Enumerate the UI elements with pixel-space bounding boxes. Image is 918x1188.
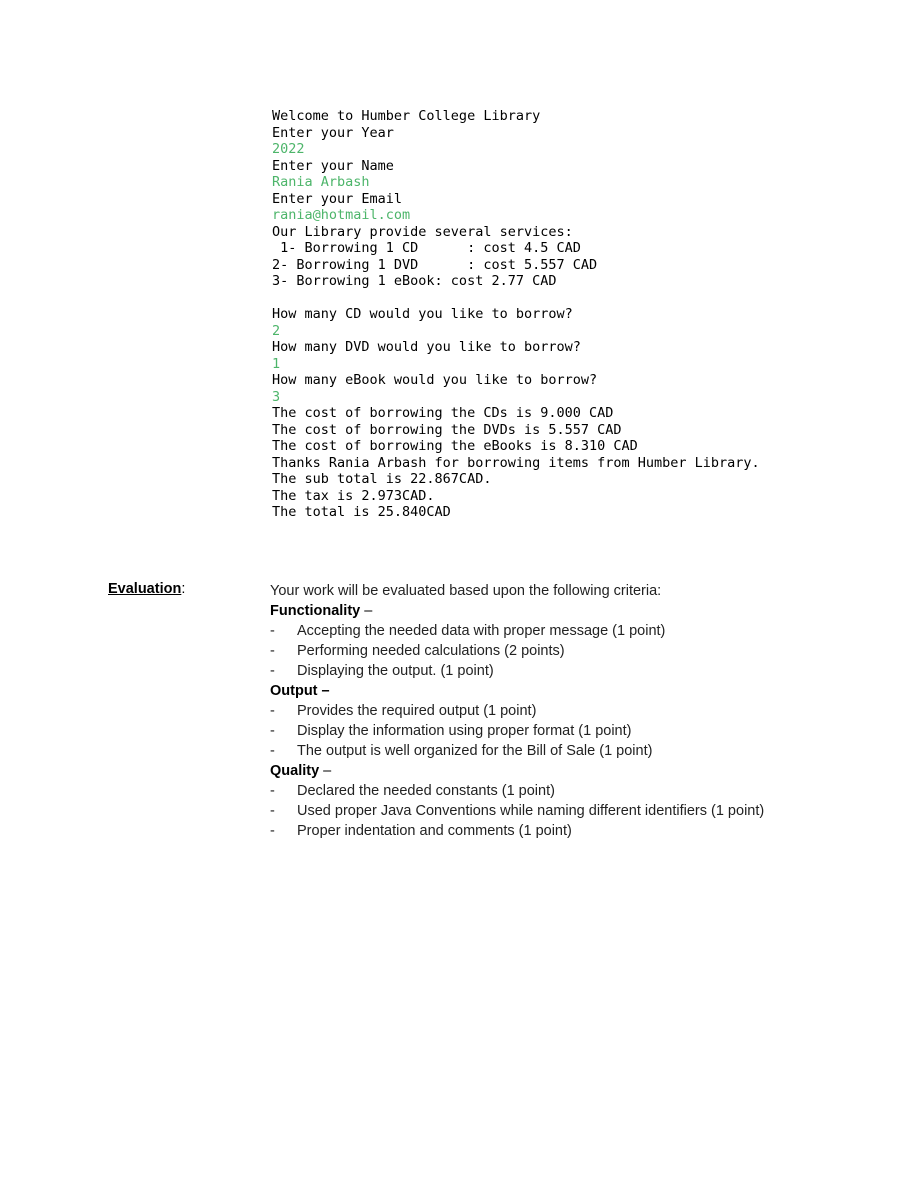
console-blank-line (272, 290, 892, 307)
console-input-line: 2 (272, 322, 281, 339)
bullet-dash: - (270, 643, 275, 659)
console-output-line: The total is 25.840CAD (272, 504, 451, 520)
bullet-dash: - (270, 723, 275, 739)
criteria-item-text: Provides the required output (1 point) (297, 703, 537, 719)
criteria-section-title (270, 761, 870, 781)
criteria-item (270, 701, 870, 721)
console-output-line: Thanks Rania Arbash for borrowing items from Humber Library. (272, 454, 760, 471)
console-input-line: rania@hotmail.com (272, 207, 411, 223)
console-input-line: 3 (272, 388, 281, 405)
console-output-line: The cost of borrowing the eBooks is 8.310 CAD (272, 438, 638, 454)
evaluation-label (108, 581, 185, 597)
console-output-line: The sub total is 22.867CAD. (272, 471, 492, 487)
bullet-dash: - (270, 623, 275, 639)
evaluation-intro: Your work will be evaluated based upon the following criteria: (270, 583, 662, 599)
criteria-section-name: Quality (270, 763, 320, 779)
console-input-line: 2022 (272, 141, 305, 157)
console-input-line: 1 (272, 355, 281, 372)
bullet-dash: - (270, 803, 275, 819)
criteria-list (270, 701, 870, 761)
criteria-item-text: Display the information using proper format (1 point) (297, 723, 632, 739)
criteria-item (270, 801, 870, 821)
criteria-item (270, 661, 870, 681)
console-output-line: Enter your Year (272, 124, 394, 141)
criteria-section-name: Functionality (270, 603, 361, 619)
console-output-line: The cost of borrowing the CDs is 9.000 CAD (272, 405, 614, 421)
criteria-section-name: Output – (270, 683, 330, 699)
console-output-line: The tax is 2.973CAD. (272, 487, 435, 504)
console-output-line: How many eBook would you like to borrow? (272, 372, 598, 388)
criteria-list (270, 621, 870, 681)
console-output (272, 108, 892, 521)
bullet-dash: - (270, 783, 275, 799)
criteria-item (270, 741, 870, 761)
criteria-item-text: Accepting the needed data with proper message (1 point) (297, 623, 666, 639)
criteria-item-text: Displaying the output. (1 point) (297, 663, 494, 679)
console-output-line: How many DVD would you like to borrow? (272, 339, 581, 355)
criteria-section-suffix: – (319, 763, 332, 779)
console-output-line: Enter your Email (272, 190, 403, 207)
criteria-item-text: Proper indentation and comments (1 point) (297, 823, 572, 839)
criteria-item-text: Performing needed calculations (2 points) (297, 643, 565, 659)
evaluation-criteria (270, 581, 870, 841)
console-output-line: 1- Borrowing 1 CD : cost 4.5 CAD (272, 240, 581, 256)
criteria-item (270, 821, 870, 841)
console-output-line: Enter your Name (272, 157, 394, 174)
criteria-item (270, 621, 870, 641)
console-input-line: Rania Arbash (272, 174, 370, 190)
bullet-dash: - (270, 743, 275, 759)
criteria-section-title (270, 601, 870, 621)
criteria-item (270, 641, 870, 661)
evaluation-colon: : (181, 581, 186, 597)
console-output-line: Welcome to Humber College Library (272, 108, 541, 124)
criteria-item (270, 781, 870, 801)
console-output-line: 3- Borrowing 1 eBook: cost 2.77 CAD (272, 273, 557, 289)
bullet-dash: - (270, 703, 275, 719)
console-output-line: 2- Borrowing 1 DVD : cost 5.557 CAD (272, 256, 598, 273)
criteria-section-suffix: – (360, 603, 373, 619)
bullet-dash: - (270, 823, 275, 839)
bullet-dash: - (270, 663, 275, 679)
criteria-item (270, 721, 870, 741)
criteria-section-title (270, 681, 870, 701)
console-output-line: Our Library provide several services: (272, 223, 573, 240)
console-output-line: How many CD would you like to borrow? (272, 306, 573, 322)
criteria-item-text: Used proper Java Conventions while naming different identifiers (1 point) (297, 803, 765, 819)
console-output-line: The cost of borrowing the DVDs is 5.557 CAD (272, 421, 622, 438)
criteria-list (270, 781, 870, 841)
criteria-item-text: Declared the needed constants (1 point) (297, 783, 555, 799)
criteria-item-text: The output is well organized for the Bill of Sale (1 point) (297, 743, 653, 759)
evaluation-heading: Evaluation (108, 581, 182, 597)
